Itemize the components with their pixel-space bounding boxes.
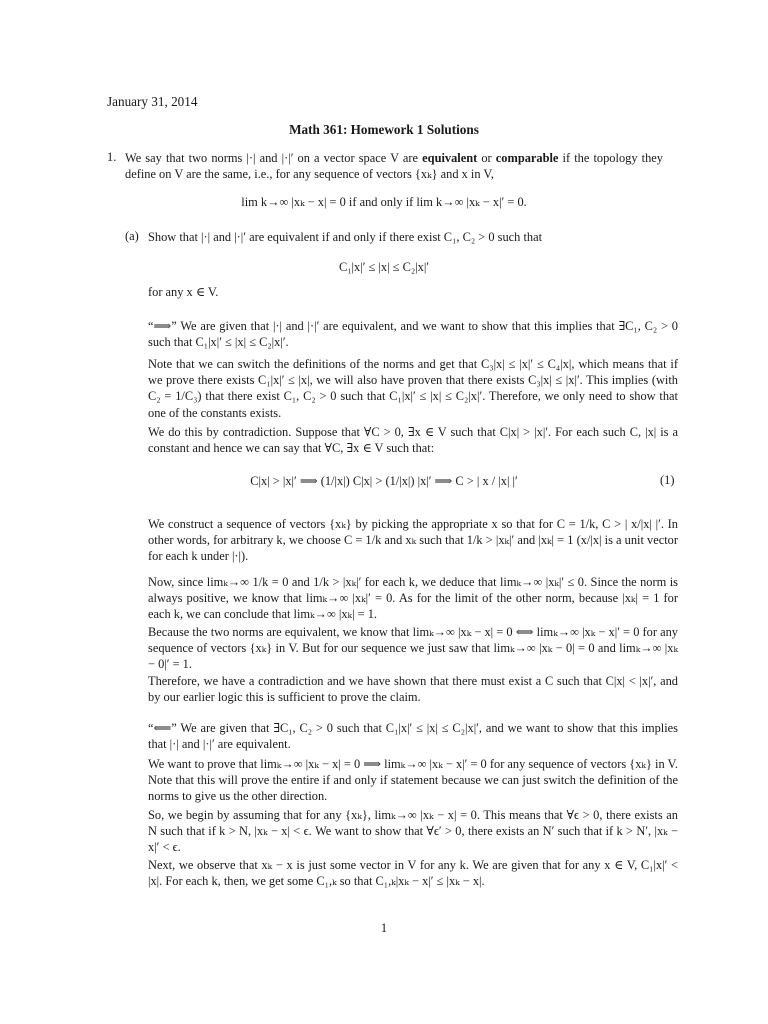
backward-paragraph-3: So, we begin by assuming that for any {xₖ}, limₖ→∞ |xₖ − x| = 0. This means that ∀ϵ > 0, there exists an N such that if k > N, |xₖ − x| < ϵ. We want to show that ∀ϵ′ > 0, there exists an N′ such that if k > N′, |xₖ − x|′ < ϵ.: [148, 808, 678, 855]
equation-number: (1): [660, 473, 675, 487]
part-a-label: (a): [125, 229, 139, 243]
part-a-statement: Show that |·| and |·|′ are equivalent if and only if there exist C₁, C₂ > 0 such that: [148, 230, 543, 244]
forward-paragraph-2: Note that we can switch the definitions of the norms and get that C₃|x| ≤ |x|′ ≤ C₄|x|, which means that if we prove there exists C₁|x|′ ≤ |x|, we will also have proven that there exists C₃|x| ≤ |x|′. This implies (with C₂ = 1/C₃) that there exist C₁, C₂ > 0 such that C₁|x|′ ≤ |x| ≤ C₂|x|′. Therefore, we only need to show that one of the constants exists.: [148, 357, 678, 420]
forward-paragraph-3: We do this by contradiction. Suppose that ∀C > 0, ∃x ∈ V such that C|x| > |x|′. For each such C, |x| is a constant and hence we can say that ∀C, ∃x ∈ V such that:: [148, 425, 678, 456]
term-equivalent: equivalent: [422, 151, 478, 165]
equation-bounds: C₁|x|′ ≤ |x| ≤ C₂|x|′: [338, 260, 430, 274]
forward-paragraph-1: “⟹” We are given that |·| and |·|′ are equivalent, and we want to show that this implies that ∃C₁, C₂ > 0 such that C₁|x|′ ≤ |x| ≤ C₂|x|′.: [148, 319, 678, 350]
problem-number: 1.: [107, 150, 117, 164]
document-date: January 31, 2014: [107, 94, 198, 109]
forward-paragraph-4: We construct a sequence of vectors {xₖ} by picking the appropriate x so that for C = 1/k, C > | x/|x| |′. In other words, for arbitrary k, we choose C = 1/k and xₖ such that 1/k > |xₖ|′ and |xₖ| = 1 (x/|x| is a unit vector for each k under |·|).: [148, 517, 678, 564]
page-number: 1: [380, 921, 388, 935]
for-any-x: for any x ∈ V.: [148, 285, 219, 299]
forward-paragraph-5: Now, since limₖ→∞ 1/k = 0 and 1/k > |xₖ|′ for each k, we deduce that limₖ→∞ |xₖ|′ ≤ 0. Since the norm is always positive, we know that limₖ→∞ |xₖ|′ = 0. As for the limit of the other norm, because |xₖ| = 1 for each k, we can conclude that limₖ→∞ |xₖ| = 1.: [148, 575, 678, 622]
document-title: Math 361: Homework 1 Solutions: [289, 122, 479, 137]
problem-intro: [125, 150, 663, 182]
intro-text-b: if the topology they define on V are the same, i.e., for any sequence of vectors {xₖ} and x in V,: [125, 151, 663, 182]
backward-paragraph-2: We want to prove that limₖ→∞ |xₖ − x| = 0 ⟹ limₖ→∞ |xₖ − x|′ = 0 for any sequence of vectors {xₖ} in V. Note that this will prove the entire if and only if statement because we can just switch the definition of the norms to give us the other direction.: [148, 757, 678, 804]
backward-paragraph-4: Next, we observe that xₖ − x is just some vector in V for any k. We are given that for any x ∈ V, C₁|x|′ < |x|. For each k, then, we get some C₁,ₖ so that C₁,ₖ|xₖ − x|′ ≤ |xₖ − x|.: [148, 858, 678, 889]
forward-paragraph-7: Therefore, we have a contradiction and we have shown that there must exist a C such that C|x| < |x|′, and by our earlier logic this is sufficient to prove the claim.: [148, 674, 678, 705]
intro-text-or: or: [477, 151, 496, 165]
forward-paragraph-6: Because the two norms are equivalent, we know that limₖ→∞ |xₖ − x| = 0 ⟺ limₖ→∞ |xₖ − x|′ = 0 for any sequence of vectors {xₖ} in V. But for our sequence we just saw that limₖ→∞ |xₖ − 0| = 0 and limₖ→∞ |xₖ − 0|′ = 1.: [148, 625, 678, 672]
equation-contradiction: C|x| > |x|′ ⟹ (1/|x|) C|x| > (1/|x|) |x|′ ⟹ C > | x / |x| |′: [250, 474, 518, 488]
term-comparable: comparable: [495, 151, 559, 165]
intro-text-a: We say that two norms |·| and |·|′ on a vector space V are: [125, 151, 423, 165]
equation-definition: lim k→∞ |xₖ − x| = 0 if and only if lim k→∞ |xₖ − x|′ = 0.: [241, 195, 527, 209]
backward-paragraph-1: “⟸” We are given that ∃C₁, C₂ > 0 such that C₁|x|′ ≤ |x| ≤ C₂|x|′, and we want to show that this implies that |·| and |·|′ are equivalent.: [148, 721, 678, 752]
